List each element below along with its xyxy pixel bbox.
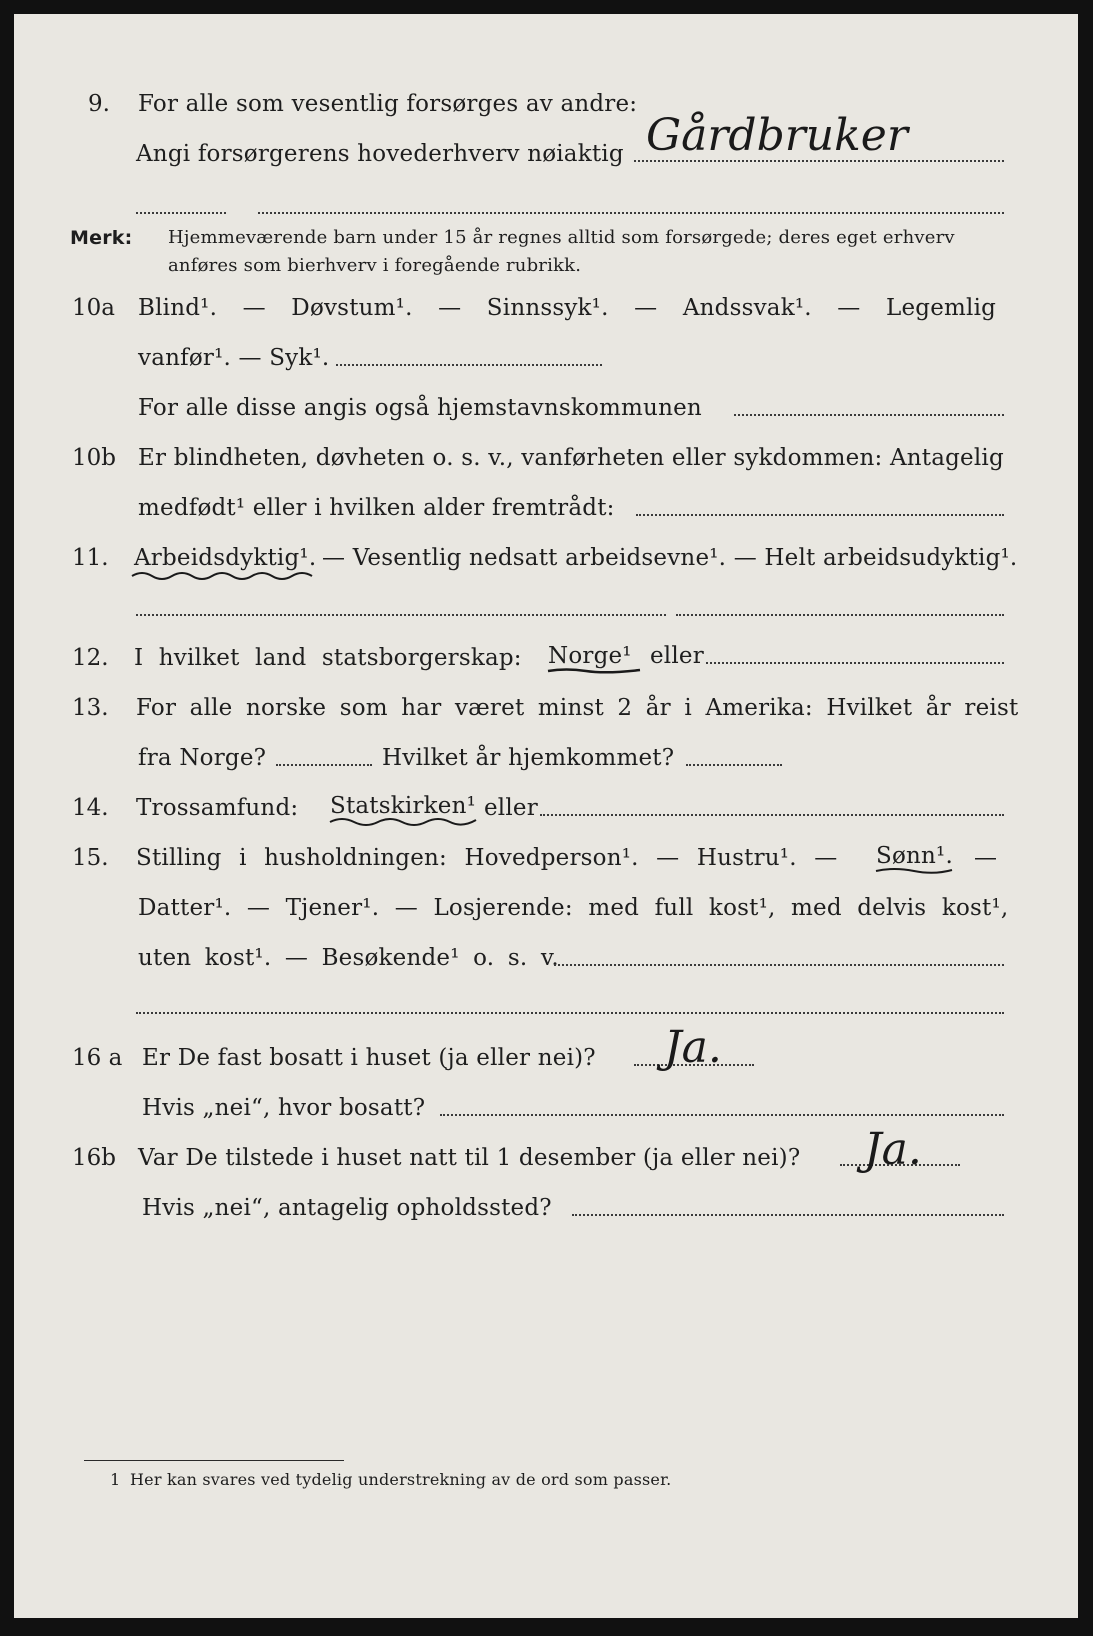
q12-answer-line	[706, 662, 1004, 664]
q15-line3: uten kost¹. — Besøkende¹ o. s. v.	[138, 945, 559, 971]
q10b-line1: Er blindheten, døvheten o. s. v., vanførheten eller sykdommen: Antagelig	[138, 445, 1004, 471]
q9-line1: For alle som vesentlig forsørges av andre:	[138, 91, 638, 117]
q12-text: I hvilket land statsborgerskap:	[134, 645, 522, 671]
q10b-line2: medfødt¹ eller i hvilken alder fremtrådt:	[138, 495, 615, 521]
merk-line2: anføres som bierhverv i foregående rubrikk.	[168, 255, 582, 276]
q10b-number: 10b	[72, 445, 116, 471]
q11-rest: — Vesentlig nedsatt arbeidsevne¹. — Helt arbeidsudyktig¹.	[322, 545, 1018, 571]
q15-option-sonn: Sønn¹.	[876, 843, 953, 869]
q10a-number: 10a	[72, 295, 115, 321]
q15-extra-line	[136, 1012, 1004, 1014]
q16a-handwritten-answer: Ja.	[664, 1022, 722, 1073]
q16b-handwritten-answer: Ja.	[864, 1124, 922, 1175]
q15-number: 15.	[72, 845, 109, 871]
q9-number: 9.	[88, 91, 110, 117]
merk-label: Merk:	[70, 227, 133, 249]
q15-answer-line	[554, 964, 1004, 966]
q9-extra-line-b	[258, 212, 1004, 214]
q15-line1a: Stilling i husholdningen: Hovedperson¹. — Hustru¹. —	[136, 845, 838, 871]
q16b-opholdssted-line	[572, 1214, 1004, 1216]
q14-underline	[328, 816, 478, 828]
footnote-rule	[84, 1460, 344, 1461]
q12-underline	[546, 666, 642, 676]
q15-line2: Datter¹. — Tjener¹. — Losjerende: med full kost¹, med delvis kost¹,	[138, 895, 1009, 921]
q13-line2a: fra Norge?	[138, 745, 267, 771]
q12-option-norge: Norge¹	[548, 643, 632, 669]
q10b-alder-line	[636, 514, 1004, 516]
q16b-number: 16b	[72, 1145, 116, 1171]
q10a-line3: For alle disse angis også hjemstavnskommunen	[138, 395, 702, 421]
q11-underline	[130, 570, 314, 582]
form-page	[14, 14, 1078, 1618]
q10a-line1: Blind¹. — Døvstum¹. — Sinnssyk¹. — Andssvak¹. — Legemlig	[138, 295, 997, 321]
q13-line1: For alle norske som har været minst 2 år i Amerika: Hvilket år reist	[136, 695, 1019, 721]
q9-handwritten-answer: Gårdbruker	[646, 110, 908, 161]
q15-underline	[874, 866, 954, 876]
q16a-number: 16 a	[72, 1045, 123, 1071]
q13-reist-line	[276, 764, 372, 766]
q12-eller: eller	[650, 643, 704, 669]
q14-answer-line	[540, 814, 1004, 816]
q11-extra-line-b	[676, 614, 1004, 616]
q16a-bosatt-line	[440, 1114, 1004, 1116]
q13-number: 13.	[72, 695, 109, 721]
q10a-syk-line	[336, 364, 602, 366]
q10a-line2: vanfør¹. — Syk¹.	[138, 345, 330, 371]
q9-line2: Angi forsørgerens hovederhverv nøiaktig	[136, 141, 624, 167]
q11-extra-line-a	[136, 614, 666, 616]
q14-option-statskirken: Statskirken¹	[330, 793, 477, 819]
q11-option-arbeidsdyktig: Arbeidsdyktig¹.	[134, 545, 317, 571]
footnote-mark: 1	[110, 1470, 121, 1489]
q16a-line1: Er De fast bosatt i huset (ja eller nei)?	[142, 1045, 596, 1071]
footnote-text: Her kan svares ved tydelig understrekning av de ord som passer.	[130, 1470, 672, 1489]
q11-number: 11.	[72, 545, 109, 571]
q13-hjemkommet-line	[686, 764, 782, 766]
q16b-line1: Var De tilstede i huset natt til 1 desember (ja eller nei)?	[138, 1145, 801, 1171]
q13-line2b: Hvilket år hjemkommet?	[382, 745, 675, 771]
q15-line1b: —	[974, 845, 998, 871]
q14-number: 14.	[72, 795, 109, 821]
q16a-line2: Hvis „nei“, hvor bosatt?	[142, 1095, 426, 1121]
q14-text: Trossamfund:	[136, 795, 299, 821]
q12-number: 12.	[72, 645, 109, 671]
q14-eller: eller	[484, 795, 538, 821]
q10a-kommune-line	[734, 414, 1004, 416]
q16b-line2: Hvis „nei“, antagelig opholdssted?	[142, 1195, 552, 1221]
q9-extra-line-a	[136, 212, 226, 214]
merk-line1: Hjemmeværende barn under 15 år regnes alltid som forsørgede; deres eget erhverv	[168, 227, 955, 248]
